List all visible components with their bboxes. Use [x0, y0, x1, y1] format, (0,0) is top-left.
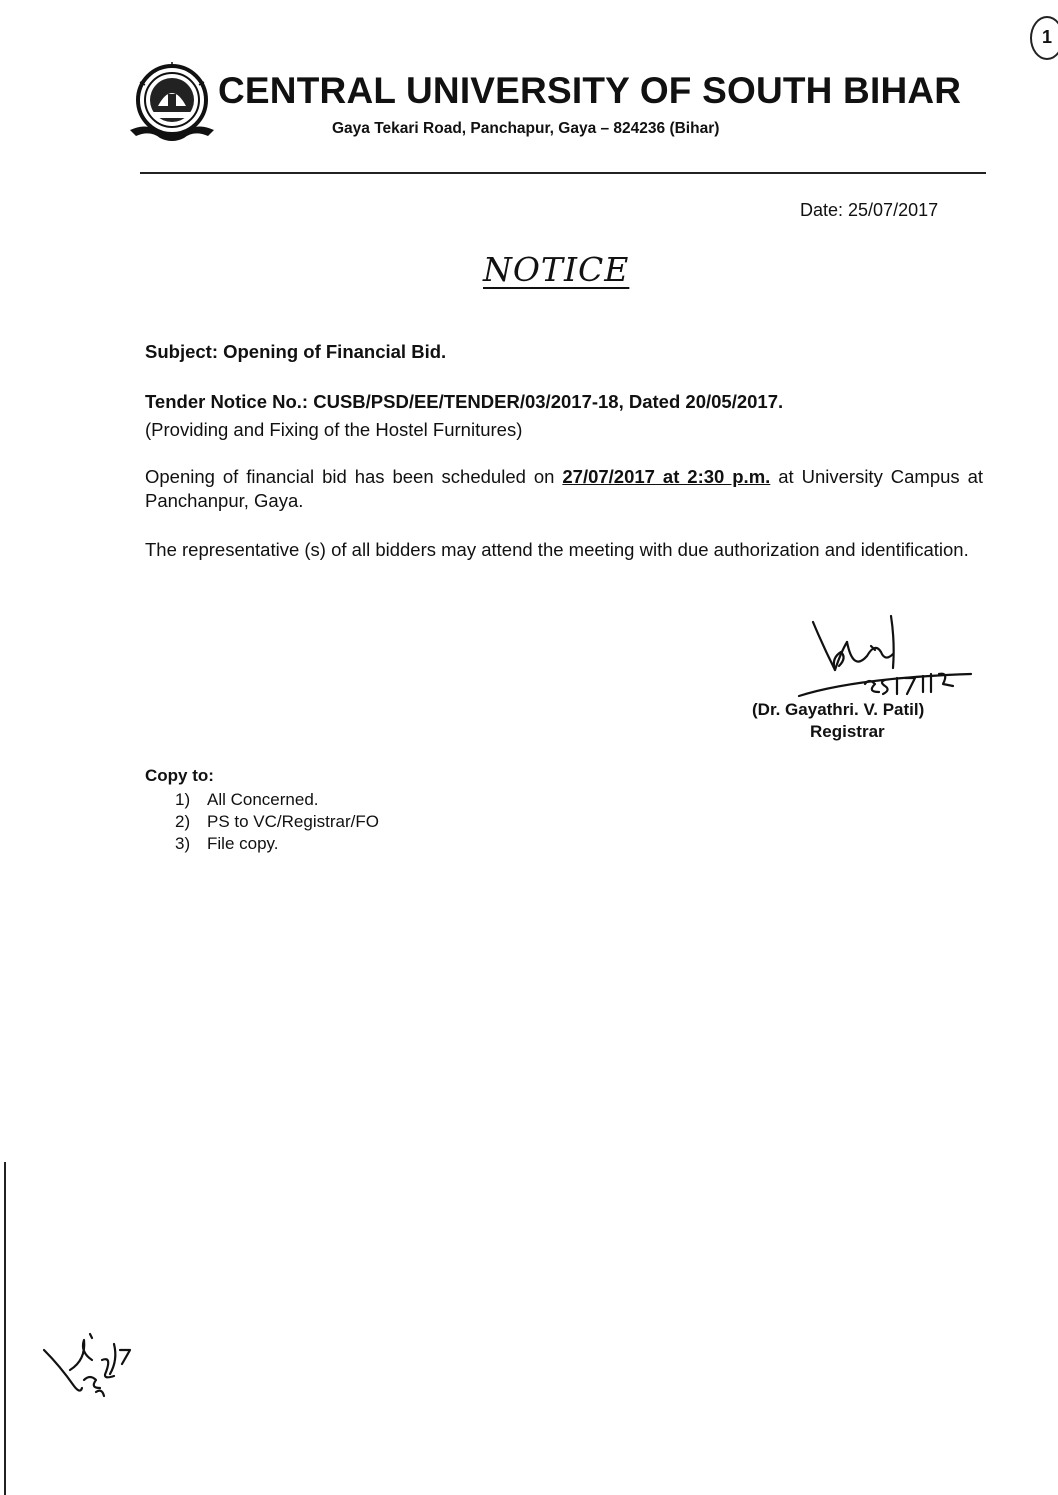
list-item: 3) File copy.	[175, 834, 279, 853]
scan-edge-line	[4, 1162, 6, 1495]
header-divider	[140, 172, 986, 174]
list-item: 1) All Concerned.	[175, 790, 319, 809]
subject-line: Subject: Opening of Financial Bid.	[145, 341, 447, 362]
page-number: 1	[1030, 16, 1058, 60]
registrar-signature	[795, 612, 985, 707]
signature-date: 25|7|17	[935, 682, 939, 683]
list-item: 2) PS to VC/Registrar/FO	[175, 812, 379, 831]
university-address: Gaya Tekari Road, Panchapur, Gaya – 824236 (Bihar)	[332, 120, 720, 137]
opening-suffix: at University Campus at Panchanpur, Gaya.	[145, 466, 984, 511]
tender-description: (Providing and Fixing of the Hostel Furnitures)	[145, 419, 523, 440]
opening-prefix: Opening of financial bid has been scheduled on	[145, 466, 555, 487]
opening-paragraph	[145, 465, 983, 513]
tender-notice-number: Tender Notice No.: CUSB/PSD/EE/TENDER/03/2017-18, Dated 20/05/2017.	[145, 391, 784, 412]
university-name: CENTRAL UNIVERSITY OF SOUTH BIHAR	[218, 70, 962, 111]
copy-to-heading: Copy to:	[145, 766, 214, 785]
notice-title: NOTICE	[483, 250, 630, 289]
representative-paragraph: The representative (s) of all bidders may attend the meeting with due authorization and identification.	[145, 539, 969, 560]
notice-date: Date: 25/07/2017	[800, 200, 939, 220]
handwritten-initials	[40, 1330, 140, 1410]
copy-to-list	[175, 789, 379, 855]
signatory-title: Registrar	[810, 722, 885, 741]
signatory-name: (Dr. Gayathri. V. Patil)	[752, 700, 925, 719]
opening-schedule: 27/07/2017 at 2:30 p.m.	[562, 466, 771, 487]
university-emblem-icon	[128, 60, 216, 144]
